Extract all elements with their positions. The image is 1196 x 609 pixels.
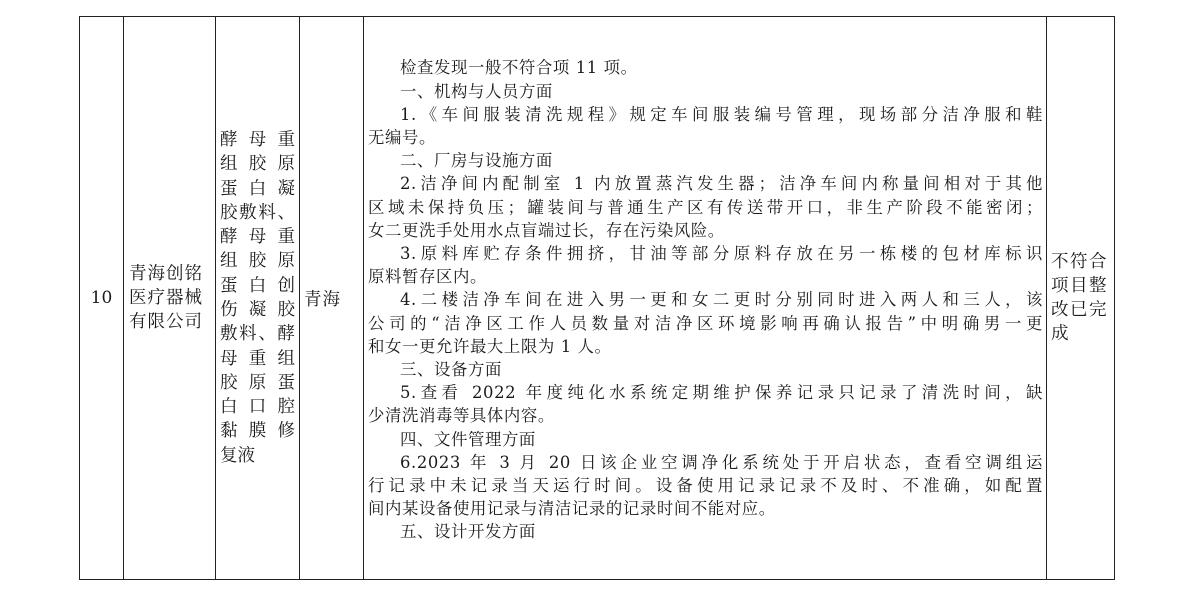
product-name-line: 酵 母 重 <box>220 129 295 150</box>
row-number: 10 <box>90 288 113 308</box>
product-name-line: 酵 母 重 <box>220 227 295 248</box>
product-name-line: 敷料、酵 <box>220 324 295 345</box>
product-name-line: 白 口 腔 <box>220 397 295 418</box>
findings-section-heading: 三、设备方面 <box>400 360 502 379</box>
finding-item-line: 少清洗消毒等具体内容。 <box>368 406 555 426</box>
table-row <box>80 17 1115 580</box>
findings-summary: 检查发现一般不符合项 11 项。 <box>400 58 638 78</box>
inspection-table-container <box>79 16 1114 580</box>
finding-item-line: 4.二楼洁净车间在进入男一更和女二更时分别同时进入两人和三人，该 <box>400 290 1043 310</box>
finding-item-line: 5.查看 2022 年度纯化水系统定期维护保养记录只记录了清洗时间，缺 <box>400 383 1043 403</box>
finding-item-line: 2.洁净间内配制室 1 内放置蒸汽发生器；洁净车间内称量间相对于其他 <box>400 174 1043 194</box>
product-name-line: 黏 膜 修 <box>220 421 295 442</box>
company-cell <box>124 17 216 580</box>
finding-item-line: 3.原料库贮存条件拥挤，甘油等部分原料存放在另一栋楼的包材库标识 <box>400 243 1043 263</box>
product-name-line: 胶 原 蛋 <box>220 372 295 393</box>
finding-item-line: 公司的“洁净区工作人员数量对洁净区环境影响再确认报告”中明确男一更 <box>368 313 1043 333</box>
finding-item-line: 女二更洗手处用水点盲端过长，存在污染风险。 <box>368 220 725 240</box>
product-name-line: 复液 <box>220 445 255 466</box>
findings-section-heading: 四、文件管理方面 <box>400 429 536 449</box>
inspection-table <box>79 16 1115 580</box>
product-name-line: 胶敷料、 <box>220 202 295 223</box>
findings-section-heading: 五、设计开发方面 <box>400 522 536 542</box>
finding-item-line: 无编号。 <box>368 127 436 147</box>
region-cell <box>300 17 364 580</box>
product-name-line: 伤 凝 胶 <box>220 300 295 320</box>
product-name-line: 母 重 组 <box>220 348 295 369</box>
product-name-line: 组 胶 原 <box>220 251 295 272</box>
finding-item-line: 6.2023 年 3 月 20 日该企业空调净化系统处于开启状态，查看空调组运 <box>400 452 1043 472</box>
company-name-line: 青海创铭 <box>129 264 203 284</box>
product-cell <box>216 17 300 580</box>
status-text-line: 改已完 <box>1051 300 1108 320</box>
finding-item-line: 和女一更允许最大上限为 1 人。 <box>368 336 612 356</box>
finding-item-line: 行记录中未记录当天运行时间。设备使用记录记录不及时、不准确，如配置 <box>368 476 1043 496</box>
findings-cell <box>364 17 1047 580</box>
finding-item-line: 1.《车间服装清洗规程》规定车间服装编号管理，现场部分洁净服和鞋 <box>400 104 1043 124</box>
findings-section-heading: 二、厂房与设施方面 <box>400 151 553 171</box>
company-name-line: 医疗器械 <box>129 288 203 308</box>
product-name-line: 蛋 白 凝 <box>220 178 295 199</box>
status-text-line: 不符合 <box>1051 252 1108 272</box>
row-number-cell <box>80 17 124 580</box>
product-name-line: 组 胶 原 <box>220 154 295 175</box>
status-text-line: 成 <box>1051 324 1070 344</box>
status-cell <box>1047 17 1115 580</box>
finding-item-line: 间内某设备使用记录与清洁记录的记录时间不能对应。 <box>368 499 776 519</box>
product-name-line: 蛋 白 创 <box>220 275 295 296</box>
status-text-line: 项目整 <box>1051 276 1108 296</box>
finding-item-line: 区域未保持负压；罐装间与普通生产区有传送带开口，非生产阶段不能密闭； <box>368 197 1043 217</box>
company-name-line: 有限公司 <box>129 312 203 332</box>
region-name: 青海 <box>304 289 341 310</box>
finding-item-line: 原料暂存区内。 <box>368 267 487 287</box>
findings-section-heading: 一、机构与人员方面 <box>400 81 553 101</box>
